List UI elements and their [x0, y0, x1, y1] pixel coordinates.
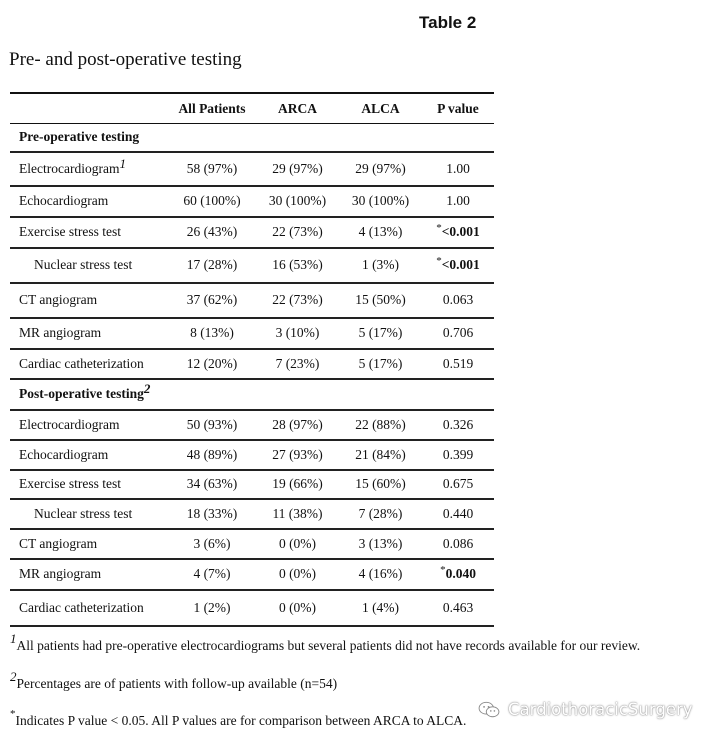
footnote-marker: 2	[143, 381, 151, 396]
column-header-p-value: P value	[437, 100, 479, 116]
p-value-text: 0.440	[442, 505, 474, 521]
section-title	[10, 379, 494, 410]
row-label	[10, 470, 168, 499]
row-label	[10, 559, 168, 590]
column-header-arca: ARCA	[278, 100, 317, 116]
cell-alca: 29 (97%)	[355, 160, 406, 176]
row-label-text: Exercise stress test	[19, 476, 121, 491]
significance-marker: *	[436, 255, 442, 267]
cell-alca: 5 (17%)	[358, 325, 403, 340]
row-label-text: CT angiogram	[19, 535, 98, 551]
cell-alca: 5 (17%)	[358, 355, 403, 371]
table-row	[10, 186, 494, 217]
table-row	[10, 283, 494, 318]
cell-p-value	[422, 217, 494, 248]
cell-arca: 29 (97%)	[272, 160, 323, 176]
significance-marker: *	[436, 222, 442, 234]
p-value-text: 0.040	[445, 566, 476, 581]
cell-alca: 15 (60%)	[355, 476, 406, 491]
footnote-marker: *	[10, 708, 16, 720]
p-value-text: 0.519	[442, 355, 474, 371]
p-value-text: 0.086	[442, 535, 474, 551]
cell-p-value	[422, 559, 494, 590]
row-label-text: Cardiac catheterization	[19, 599, 144, 615]
cell-p-value	[422, 410, 494, 440]
cell-p-value	[422, 590, 494, 626]
row-label-text: Electrocardiogram	[19, 160, 120, 176]
row-label-text: MR angiogram	[19, 325, 102, 340]
p-value-text: 1.00	[446, 193, 470, 208]
cell-alca: 3 (13%)	[358, 535, 403, 551]
cell-arca: 0 (0%)	[278, 566, 317, 581]
table-row	[10, 559, 494, 590]
cell-all-patients: 18 (33%)	[186, 505, 238, 521]
cell-arca: 7 (23%)	[275, 355, 320, 371]
cell-all-patients: 48 (89%)	[186, 446, 238, 462]
cell-p-value	[422, 499, 494, 529]
row-label	[10, 152, 168, 186]
p-value-text: 0.326	[442, 416, 474, 432]
row-label	[10, 349, 168, 379]
cell-p-value	[422, 283, 494, 318]
column-header-label	[10, 93, 168, 124]
section-title-text: Post-operative testing	[19, 386, 144, 401]
watermark	[478, 700, 693, 719]
table-body	[10, 124, 494, 626]
table-row	[10, 590, 494, 626]
section-header-row	[10, 124, 494, 152]
cell-all-patients: 8 (13%)	[190, 325, 234, 340]
p-value-text: <0.001	[441, 224, 480, 239]
cell-arca: 19 (66%)	[272, 476, 323, 491]
cell-arca: 16 (53%)	[272, 257, 323, 272]
row-label-text: Cardiac catheterization	[19, 355, 144, 371]
cell-alca: 15 (50%)	[355, 292, 406, 307]
cell-all-patients: 26 (43%)	[186, 224, 238, 239]
p-value-text: 1.00	[446, 160, 470, 176]
table-row	[10, 440, 494, 470]
row-label	[10, 186, 168, 217]
section-title-text: Pre-operative testing	[19, 129, 140, 145]
table-row	[10, 152, 494, 186]
cell-alca: 7 (28%)	[358, 505, 403, 521]
cell-arca: 27 (93%)	[272, 446, 323, 462]
cell-arca: 30 (100%)	[268, 193, 327, 208]
section-header-row	[10, 379, 494, 410]
cell-all-patients: 50 (93%)	[186, 416, 238, 432]
p-value-text: 0.706	[442, 325, 474, 340]
row-label-text: Electrocardiogram	[19, 416, 120, 432]
cell-alca: 1 (3%)	[361, 257, 400, 272]
cell-alca: 4 (16%)	[358, 566, 403, 581]
footnote-text: Indicates P value < 0.05. All P values are for comparison between ARCA to ALCA.	[15, 713, 467, 728]
row-label	[10, 248, 168, 283]
table-label: Table 2	[419, 13, 477, 32]
p-value-text: 0.463	[442, 599, 474, 615]
cell-p-value	[422, 470, 494, 499]
cell-alca: 22 (88%)	[355, 416, 406, 432]
cell-p-value	[422, 440, 494, 470]
cell-all-patients: 17 (28%)	[186, 257, 238, 272]
cell-p-value	[422, 248, 494, 283]
row-label	[10, 283, 168, 318]
p-value-text: 0.399	[442, 446, 474, 462]
row-label-text: Echocardiogram	[19, 446, 109, 462]
cell-arca: 0 (0%)	[278, 599, 317, 615]
cell-arca: 0 (0%)	[278, 535, 317, 551]
table-row	[10, 470, 494, 499]
row-label-text: Nuclear stress test	[34, 505, 133, 521]
results-table	[10, 92, 494, 627]
cell-alca: 21 (84%)	[355, 446, 406, 462]
table-row	[10, 499, 494, 529]
cell-arca: 11 (38%)	[272, 505, 323, 521]
footnote-marker: 1	[10, 631, 17, 646]
watermark-text: CardiothoracicSurgery	[508, 700, 693, 719]
cell-p-value	[422, 186, 494, 217]
cell-arca: 22 (73%)	[272, 292, 323, 307]
column-header-alca: ALCA	[361, 100, 400, 116]
table-row	[10, 529, 494, 559]
cell-all-patients: 34 (63%)	[186, 476, 238, 491]
cell-alca: 1 (4%)	[361, 599, 400, 615]
significance-marker: *	[440, 564, 446, 576]
cell-alca: 4 (13%)	[358, 224, 403, 239]
page-title: Pre- and post-operative testing	[9, 49, 242, 70]
footnote	[10, 669, 338, 692]
table-row	[10, 410, 494, 440]
cell-all-patients: 12 (20%)	[186, 355, 238, 371]
row-label-text: Exercise stress test	[19, 224, 121, 239]
cell-all-patients: 58 (97%)	[186, 160, 238, 176]
row-label	[10, 217, 168, 248]
footnote	[10, 631, 641, 654]
footnote-text: Percentages are of patients with follow-up available (n=54)	[16, 676, 338, 691]
table-row	[10, 318, 494, 349]
row-label-text: MR angiogram	[19, 566, 102, 581]
table-row	[10, 217, 494, 248]
wechat-icon	[478, 701, 500, 719]
table-header-row	[10, 93, 494, 124]
cell-arca: 28 (97%)	[272, 416, 323, 432]
cell-all-patients: 37 (62%)	[186, 292, 238, 307]
table-row	[10, 248, 494, 283]
column-header-all-patients: All Patients	[178, 100, 246, 116]
p-value-text: 0.675	[442, 476, 474, 491]
cell-arca: 22 (73%)	[272, 224, 323, 239]
row-label	[10, 410, 168, 440]
p-value-text: <0.001	[441, 257, 480, 272]
cell-all-patients: 1 (2%)	[193, 599, 231, 615]
cell-p-value	[422, 318, 494, 349]
cell-p-value	[422, 152, 494, 186]
row-label-text: Nuclear stress test	[34, 257, 133, 272]
cell-all-patients: 4 (7%)	[193, 566, 231, 581]
cell-all-patients: 60 (100%)	[183, 193, 241, 208]
row-label-text: CT angiogram	[19, 292, 98, 307]
cell-p-value	[422, 529, 494, 559]
row-label	[10, 440, 168, 470]
footnote-marker: 2	[10, 669, 17, 684]
row-label	[10, 529, 168, 559]
footnote	[10, 708, 467, 729]
p-value-text: 0.063	[442, 292, 474, 307]
table-row	[10, 349, 494, 379]
cell-arca: 3 (10%)	[275, 325, 320, 340]
row-label-text: Echocardiogram	[19, 193, 109, 208]
cell-p-value	[422, 349, 494, 379]
section-title	[10, 124, 494, 152]
row-label	[10, 499, 168, 529]
cell-alca: 30 (100%)	[351, 193, 410, 208]
footnote-marker: 1	[119, 155, 126, 171]
footnote-text: All patients had pre-operative electrocardiograms but several patients did not have records available for our review.	[16, 638, 641, 653]
row-label	[10, 590, 168, 626]
cell-all-patients: 3 (6%)	[193, 535, 231, 551]
row-label	[10, 318, 168, 349]
